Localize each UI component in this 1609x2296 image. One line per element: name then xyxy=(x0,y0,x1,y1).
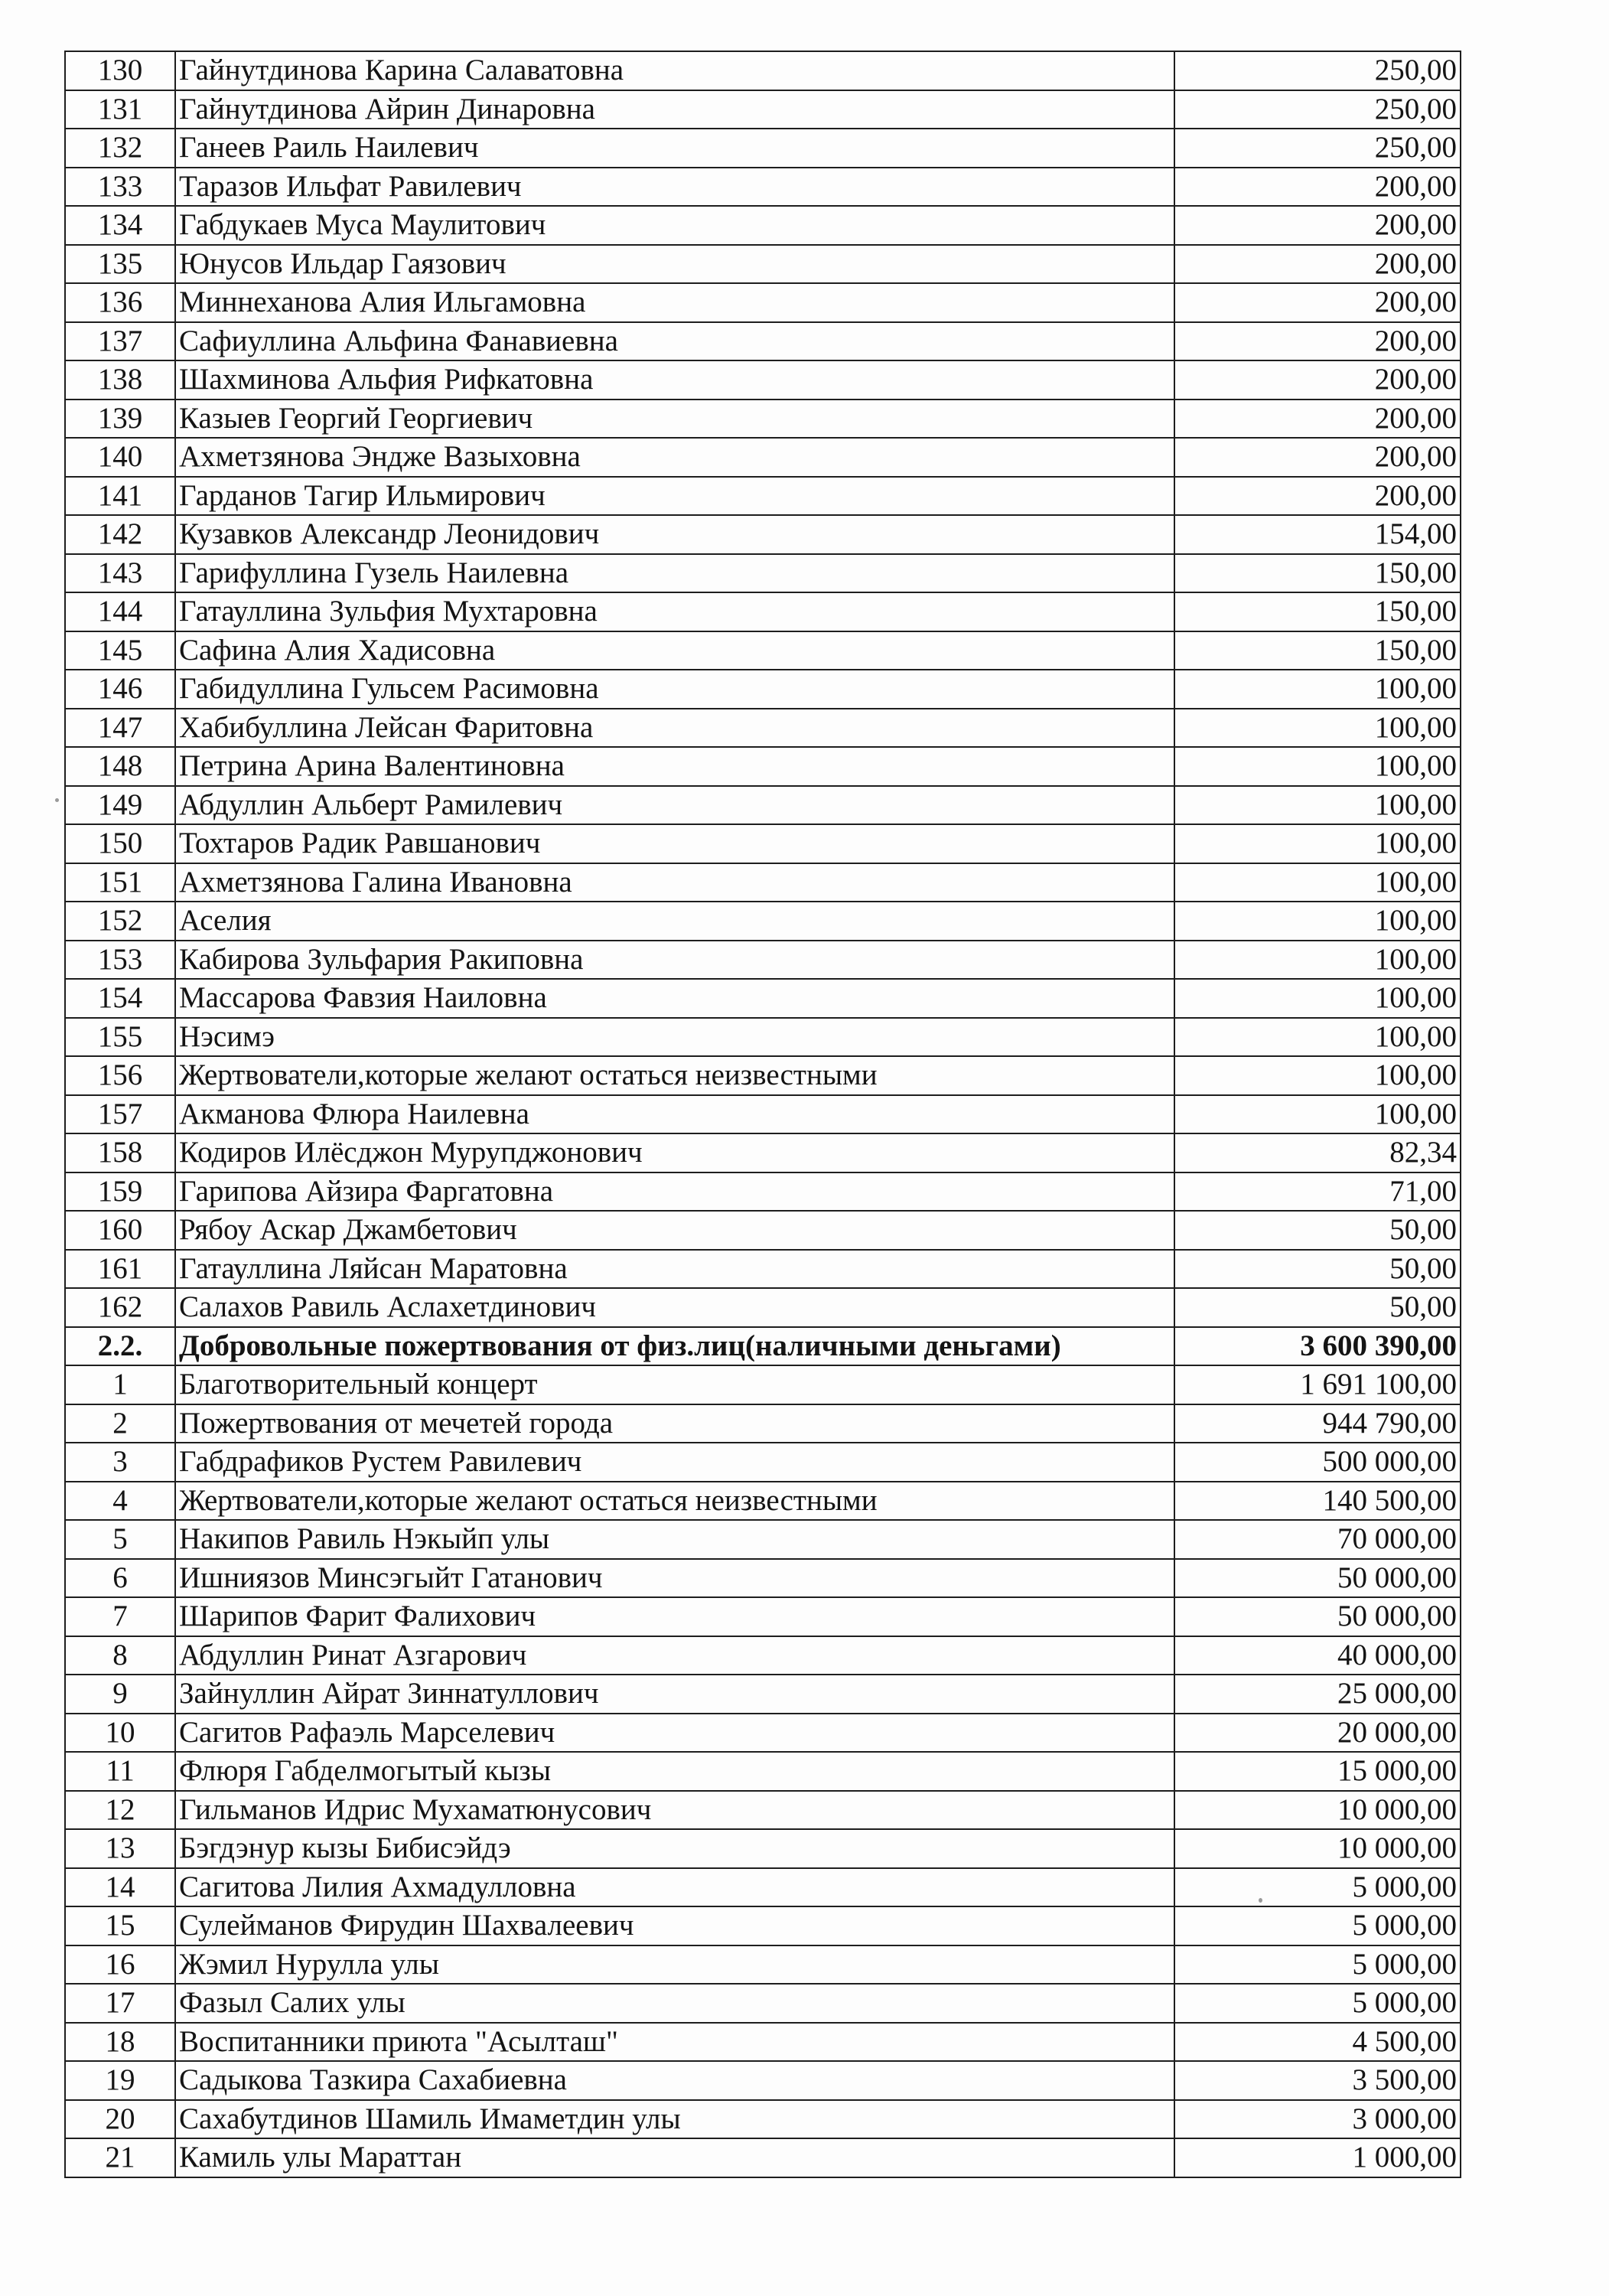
donor-name: Сафина Алия Хадисовна xyxy=(175,631,1174,670)
donation-amount: 100,00 xyxy=(1174,786,1461,825)
donation-amount: 200,00 xyxy=(1174,477,1461,516)
row-number: 5 xyxy=(65,1520,175,1559)
row-number: 15 xyxy=(65,1906,175,1945)
donation-amount: 100,00 xyxy=(1174,747,1461,786)
donor-name: Шарипов Фарит Фалихович xyxy=(175,1597,1174,1636)
donation-amount: 50,00 xyxy=(1174,1250,1461,1289)
row-number: 157 xyxy=(65,1095,175,1134)
table-row xyxy=(65,824,1461,863)
donor-name: Хабибуллина Лейсан Фаритовна xyxy=(175,709,1174,748)
row-number: 136 xyxy=(65,283,175,322)
donation-amount: 100,00 xyxy=(1174,979,1461,1018)
row-number: 16 xyxy=(65,1945,175,1985)
donor-name: Жертвователи,которые желают остаться неизвестными xyxy=(175,1482,1174,1521)
row-number: 19 xyxy=(65,2061,175,2100)
donor-name: Благотворительный концерт xyxy=(175,1365,1174,1404)
donor-name: Сагитов Рафаэль Марселевич xyxy=(175,1714,1174,1753)
row-number: 6 xyxy=(65,1559,175,1598)
table-row xyxy=(65,1945,1461,1985)
donation-amount: 50,00 xyxy=(1174,1211,1461,1250)
row-number: 160 xyxy=(65,1211,175,1250)
donor-name: Петрина Арина Валентиновна xyxy=(175,747,1174,786)
table-row xyxy=(65,1520,1461,1559)
row-number: 7 xyxy=(65,1597,175,1636)
donation-amount: 100,00 xyxy=(1174,1056,1461,1095)
donor-name: Пожертвования от мечетей города xyxy=(175,1404,1174,1443)
table-row xyxy=(65,2023,1461,2062)
table-row xyxy=(65,1095,1461,1134)
donation-amount: 150,00 xyxy=(1174,592,1461,631)
table-row xyxy=(65,1404,1461,1443)
row-number: 4 xyxy=(65,1482,175,1521)
donation-amount: 3 000,00 xyxy=(1174,2100,1461,2139)
donor-name: Абдуллин Альберт Рамилевич xyxy=(175,786,1174,825)
table-row xyxy=(65,51,1461,90)
table-row xyxy=(65,1829,1461,1868)
row-number: 137 xyxy=(65,322,175,361)
donation-amount: 200,00 xyxy=(1174,360,1461,400)
table-row xyxy=(65,2061,1461,2100)
donation-amount: 150,00 xyxy=(1174,554,1461,593)
table-row xyxy=(65,1211,1461,1250)
donor-name: Массарова Фавзия Наиловна xyxy=(175,979,1174,1018)
donation-amount: 1 691 100,00 xyxy=(1174,1365,1461,1404)
donation-amount: 100,00 xyxy=(1174,670,1461,709)
row-number: 11 xyxy=(65,1752,175,1791)
donation-amount: 200,00 xyxy=(1174,322,1461,361)
table-row xyxy=(65,438,1461,477)
donation-amount: 10 000,00 xyxy=(1174,1829,1461,1868)
donation-amount: 10 000,00 xyxy=(1174,1791,1461,1830)
table-row xyxy=(65,1443,1461,1482)
row-number: 151 xyxy=(65,863,175,902)
row-number: 138 xyxy=(65,360,175,400)
donation-amount: 944 790,00 xyxy=(1174,1404,1461,1443)
row-number: 131 xyxy=(65,90,175,129)
row-number: 142 xyxy=(65,515,175,554)
donation-amount: 100,00 xyxy=(1174,863,1461,902)
donor-name: Юнусов Ильдар Гаязович xyxy=(175,245,1174,284)
table-row xyxy=(65,1752,1461,1791)
row-number: 152 xyxy=(65,902,175,941)
row-number: 20 xyxy=(65,2100,175,2139)
donor-name: Гатауллина Зульфия Мухтаровна xyxy=(175,592,1174,631)
donation-amount: 154,00 xyxy=(1174,515,1461,554)
row-number: 1 xyxy=(65,1365,175,1404)
table-row xyxy=(65,1791,1461,1830)
donor-name: Кабирова Зульфария Ракиповна xyxy=(175,941,1174,980)
donor-name: Шахминова Альфия Рифкатовна xyxy=(175,360,1174,400)
donation-amount: 150,00 xyxy=(1174,631,1461,670)
table-row xyxy=(65,400,1461,439)
donor-name: Садыкова Тазкира Сахабиевна xyxy=(175,2061,1174,2100)
row-number: 148 xyxy=(65,747,175,786)
row-number: 130 xyxy=(65,51,175,90)
row-number: 9 xyxy=(65,1675,175,1714)
donation-amount: 250,00 xyxy=(1174,51,1461,90)
donation-amount: 200,00 xyxy=(1174,168,1461,207)
row-number: 143 xyxy=(65,554,175,593)
donation-amount: 5 000,00 xyxy=(1174,1868,1461,1907)
table-row xyxy=(65,863,1461,902)
donor-name: Салахов Равиль Аслахетдинович xyxy=(175,1288,1174,1327)
donor-name: Ахметзянова Галина Ивановна xyxy=(175,863,1174,902)
donor-name: Сагитова Лилия Ахмадулловна xyxy=(175,1868,1174,1907)
row-number: 159 xyxy=(65,1172,175,1212)
donation-amount: 200,00 xyxy=(1174,283,1461,322)
row-number: 13 xyxy=(65,1829,175,1868)
row-number: 154 xyxy=(65,979,175,1018)
donor-name: Тохтаров Радик Равшанович xyxy=(175,824,1174,863)
donation-amount: 70 000,00 xyxy=(1174,1520,1461,1559)
table-row xyxy=(65,168,1461,207)
donations-table-body xyxy=(65,51,1461,2177)
row-number: 155 xyxy=(65,1018,175,1057)
table-row xyxy=(65,1482,1461,1521)
table-row xyxy=(65,554,1461,593)
donation-amount: 250,00 xyxy=(1174,129,1461,168)
row-number: 139 xyxy=(65,400,175,439)
donor-name: Гайнутдинова Айрин Динаровна xyxy=(175,90,1174,129)
row-number: 21 xyxy=(65,2138,175,2177)
donor-name: Габдукаев Муса Маулитович xyxy=(175,206,1174,245)
table-row xyxy=(65,2100,1461,2139)
donor-name: Ишниязов Минсэгыйт Гатанович xyxy=(175,1559,1174,1598)
donation-amount: 50 000,00 xyxy=(1174,1597,1461,1636)
table-row xyxy=(65,1056,1461,1095)
row-number: 140 xyxy=(65,438,175,477)
table-row xyxy=(65,1714,1461,1753)
table-row xyxy=(65,90,1461,129)
table-row xyxy=(65,1636,1461,1675)
donor-name: Кузавков Александр Леонидович xyxy=(175,515,1174,554)
table-row xyxy=(65,1018,1461,1057)
row-number: 18 xyxy=(65,2023,175,2062)
donor-name: Добровольные пожертвования от физ.лиц(наличными деньгами) xyxy=(175,1327,1174,1366)
donation-amount: 140 500,00 xyxy=(1174,1482,1461,1521)
row-number: 141 xyxy=(65,477,175,516)
row-number: 158 xyxy=(65,1133,175,1172)
donation-amount: 5 000,00 xyxy=(1174,1984,1461,2023)
row-number: 147 xyxy=(65,709,175,748)
row-number: 14 xyxy=(65,1868,175,1907)
donation-amount: 50,00 xyxy=(1174,1288,1461,1327)
table-row xyxy=(65,786,1461,825)
donor-name: Кодиров Илёсджон Мурупджонович xyxy=(175,1133,1174,1172)
donor-name: Абдуллин Ринат Азгарович xyxy=(175,1636,1174,1675)
donor-name: Гатауллина Ляйсан Маратовна xyxy=(175,1250,1174,1289)
scan-speck xyxy=(55,798,59,802)
table-row xyxy=(65,902,1461,941)
donation-amount: 100,00 xyxy=(1174,824,1461,863)
table-row xyxy=(65,1906,1461,1945)
donor-name: Накипов Равиль Нэкыйп улы xyxy=(175,1520,1174,1559)
donor-name: Гайнутдинова Карина Салаватовна xyxy=(175,51,1174,90)
donor-name: Гарифуллина Гузель Наилевна xyxy=(175,554,1174,593)
table-row xyxy=(65,631,1461,670)
table-row xyxy=(65,1984,1461,2023)
section-row xyxy=(65,1327,1461,1366)
table-row xyxy=(65,129,1461,168)
donation-amount: 250,00 xyxy=(1174,90,1461,129)
table-row xyxy=(65,322,1461,361)
row-number: 145 xyxy=(65,631,175,670)
donor-name: Бэгдэнур кызы Бибисэйдэ xyxy=(175,1829,1174,1868)
row-number: 156 xyxy=(65,1056,175,1095)
donor-name: Габдрафиков Рустем Равилевич xyxy=(175,1443,1174,1482)
table-row xyxy=(65,1133,1461,1172)
donor-name: Таразов Ильфат Равилевич xyxy=(175,168,1174,207)
donation-amount: 82,34 xyxy=(1174,1133,1461,1172)
donor-name: Зайнуллин Айрат Зиннатуллович xyxy=(175,1675,1174,1714)
table-row xyxy=(65,1675,1461,1714)
table-row xyxy=(65,592,1461,631)
table-row xyxy=(65,670,1461,709)
row-number: 2.2. xyxy=(65,1327,175,1366)
donor-name: Рябоу Аскар Джамбетович xyxy=(175,1211,1174,1250)
row-number: 135 xyxy=(65,245,175,284)
donation-amount: 5 000,00 xyxy=(1174,1945,1461,1985)
row-number: 162 xyxy=(65,1288,175,1327)
table-row xyxy=(65,283,1461,322)
row-number: 8 xyxy=(65,1636,175,1675)
table-row xyxy=(65,245,1461,284)
row-number: 3 xyxy=(65,1443,175,1482)
table-row xyxy=(65,1868,1461,1907)
scan-speck xyxy=(1259,1898,1262,1903)
donation-amount: 100,00 xyxy=(1174,902,1461,941)
donor-name: Аселия xyxy=(175,902,1174,941)
donation-amount: 200,00 xyxy=(1174,438,1461,477)
row-number: 17 xyxy=(65,1984,175,2023)
donation-amount: 1 000,00 xyxy=(1174,2138,1461,2177)
donor-name: Гильманов Идрис Мухаматюнусович xyxy=(175,1791,1174,1830)
table-row xyxy=(65,747,1461,786)
table-row xyxy=(65,979,1461,1018)
donor-name: Нэсимэ xyxy=(175,1018,1174,1057)
donation-amount: 20 000,00 xyxy=(1174,1714,1461,1753)
donation-amount: 5 000,00 xyxy=(1174,1906,1461,1945)
donation-amount: 4 500,00 xyxy=(1174,2023,1461,2062)
table-row xyxy=(65,206,1461,245)
donor-name: Жэмил Нурулла улы xyxy=(175,1945,1174,1985)
donation-amount: 71,00 xyxy=(1174,1172,1461,1212)
donation-amount: 25 000,00 xyxy=(1174,1675,1461,1714)
donation-amount: 50 000,00 xyxy=(1174,1559,1461,1598)
donation-amount: 200,00 xyxy=(1174,245,1461,284)
donation-amount: 15 000,00 xyxy=(1174,1752,1461,1791)
donor-name: Казыев Георгий Георгиевич xyxy=(175,400,1174,439)
donation-amount: 3 600 390,00 xyxy=(1174,1327,1461,1366)
donation-amount: 100,00 xyxy=(1174,709,1461,748)
table-row xyxy=(65,1365,1461,1404)
donor-name: Габидуллина Гульсем Расимовна xyxy=(175,670,1174,709)
donor-name: Акманова Флюра Наилевна xyxy=(175,1095,1174,1134)
row-number: 134 xyxy=(65,206,175,245)
table-row xyxy=(65,1559,1461,1598)
row-number: 132 xyxy=(65,129,175,168)
table-row xyxy=(65,941,1461,980)
table-row xyxy=(65,1597,1461,1636)
donor-name: Ганеев Раиль Наилевич xyxy=(175,129,1174,168)
donation-amount: 100,00 xyxy=(1174,1018,1461,1057)
donation-amount: 500 000,00 xyxy=(1174,1443,1461,1482)
row-number: 2 xyxy=(65,1404,175,1443)
row-number: 146 xyxy=(65,670,175,709)
donation-amount: 200,00 xyxy=(1174,400,1461,439)
donation-amount: 3 500,00 xyxy=(1174,2061,1461,2100)
table-row xyxy=(65,709,1461,748)
donation-amount: 40 000,00 xyxy=(1174,1636,1461,1675)
donor-name: Гарданов Тагир Ильмирович xyxy=(175,477,1174,516)
row-number: 10 xyxy=(65,1714,175,1753)
donor-name: Воспитанники приюта "Асылташ" xyxy=(175,2023,1174,2062)
table-row xyxy=(65,360,1461,400)
table-row xyxy=(65,1288,1461,1327)
donation-amount: 100,00 xyxy=(1174,941,1461,980)
donor-name: Миннеханова Алия Ильгамовна xyxy=(175,283,1174,322)
donor-name: Ахметзянова Эндже Вазыховна xyxy=(175,438,1174,477)
donor-name: Камиль улы Мараттан xyxy=(175,2138,1174,2177)
donations-table xyxy=(64,51,1461,2178)
donor-name: Гарипова Айзира Фаргатовна xyxy=(175,1172,1174,1212)
donation-amount: 200,00 xyxy=(1174,206,1461,245)
donor-name: Сафиуллина Альфина Фанавиевна xyxy=(175,322,1174,361)
donor-name: Фазыл Салих улы xyxy=(175,1984,1174,2023)
row-number: 12 xyxy=(65,1791,175,1830)
row-number: 153 xyxy=(65,941,175,980)
row-number: 150 xyxy=(65,824,175,863)
row-number: 161 xyxy=(65,1250,175,1289)
table-row xyxy=(65,515,1461,554)
donor-name: Сахабутдинов Шамиль Имаметдин улы xyxy=(175,2100,1174,2139)
table-row xyxy=(65,2138,1461,2177)
donor-name: Жертвователи,которые желают остаться неизвестными xyxy=(175,1056,1174,1095)
donation-amount: 100,00 xyxy=(1174,1095,1461,1134)
table-row xyxy=(65,477,1461,516)
row-number: 133 xyxy=(65,168,175,207)
donor-name: Сулейманов Фирудин Шахвалеевич xyxy=(175,1906,1174,1945)
row-number: 149 xyxy=(65,786,175,825)
row-number: 144 xyxy=(65,592,175,631)
table-row xyxy=(65,1172,1461,1212)
donor-name: Флюря Габделмогытый кызы xyxy=(175,1752,1174,1791)
table-row xyxy=(65,1250,1461,1289)
